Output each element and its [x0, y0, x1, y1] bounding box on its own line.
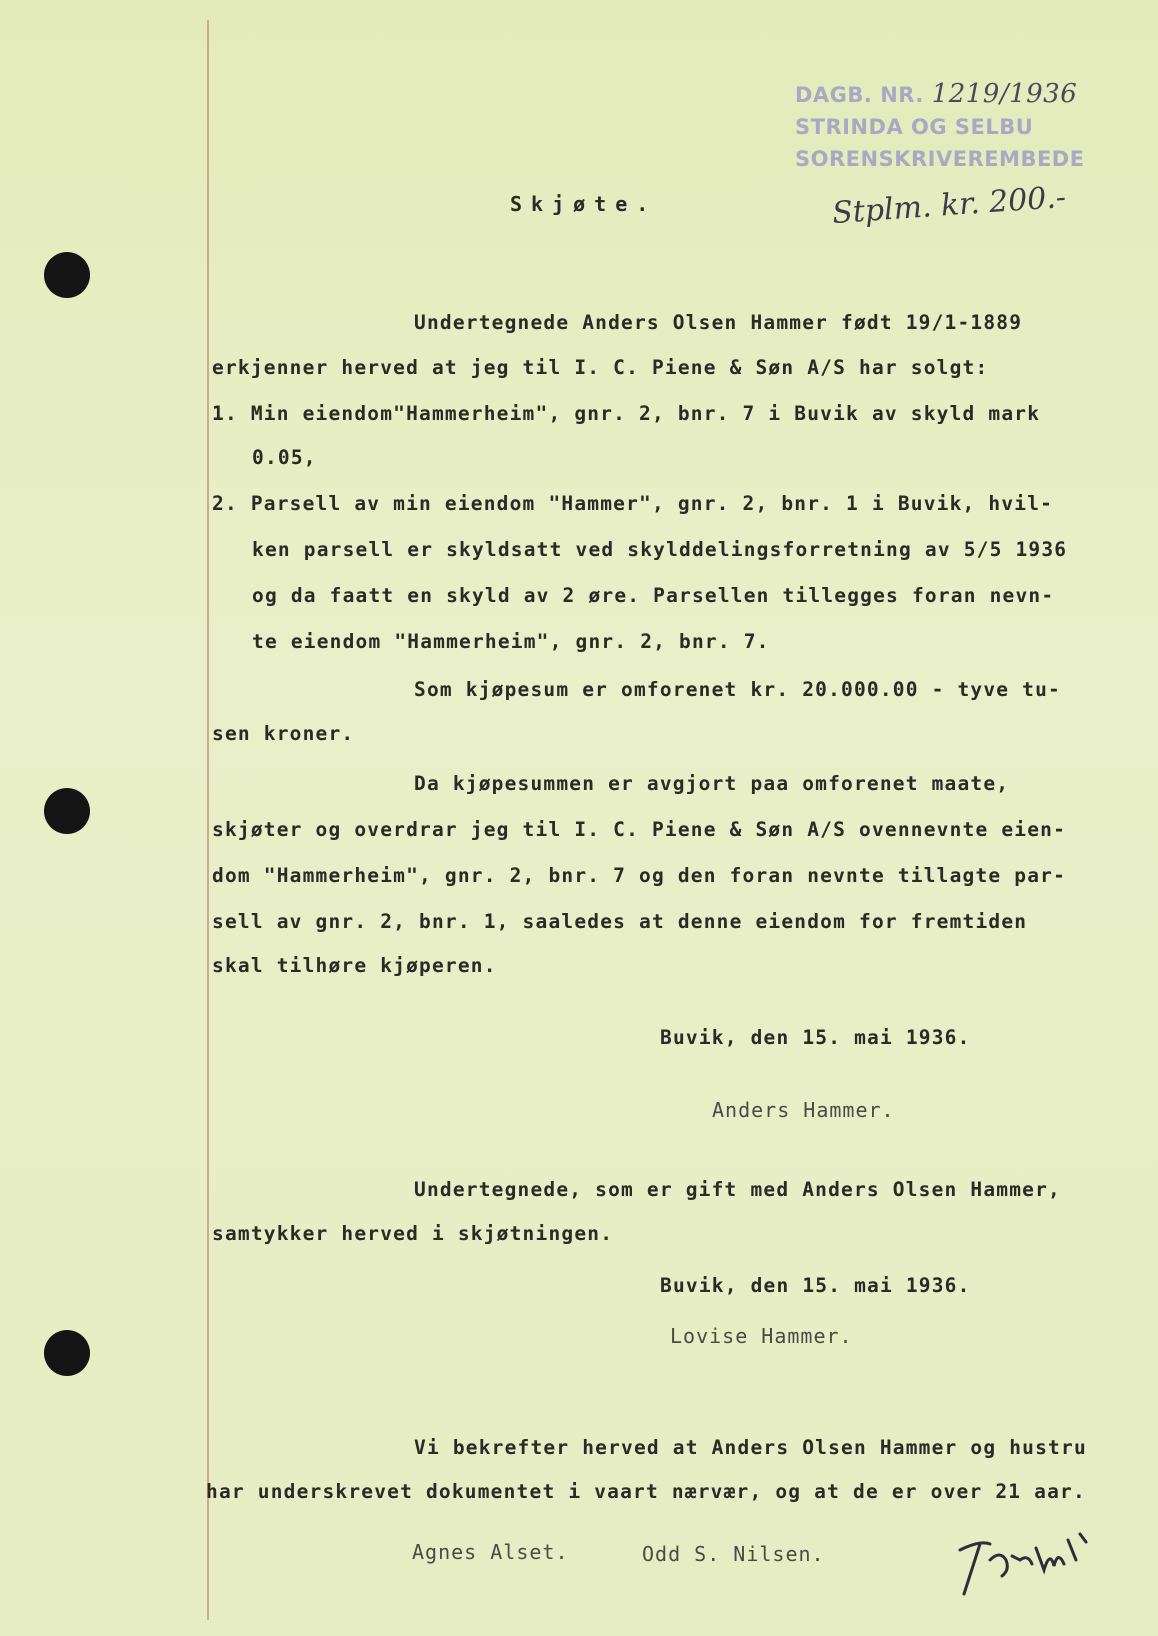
punch-hole — [44, 252, 90, 298]
place-date: Buvik, den 15. mai 1936. — [660, 1274, 971, 1297]
body-line: 0.05, — [252, 446, 317, 469]
body-line: te eiendom "Hammerheim", gnr. 2, bnr. 7. — [252, 630, 770, 653]
witness-signature-odd: Odd S. Nilsen. — [642, 1542, 825, 1566]
body-line: dom "Hammerheim", gnr. 2, bnr. 7 og den foran nevnte tillagte par- — [212, 864, 1067, 887]
witness-signature-agnes: Agnes Alset. — [412, 1540, 569, 1564]
body-line: sen kroner. — [212, 722, 355, 745]
margin-rule — [207, 20, 209, 1620]
document-title: Skjøte. — [510, 192, 658, 216]
stamp-court-name: STRINDA OG SELBU — [795, 115, 1034, 139]
body-line: Da kjøpesummen er avgjort paa omforenet maate, — [414, 772, 1010, 795]
body-line: Undertegnede Anders Olsen Hammer født 19/1-1889 — [414, 311, 1023, 334]
registry-stamp — [795, 78, 1085, 175]
place-date: Buvik, den 15. mai 1936. — [660, 1026, 971, 1049]
stamp-dagb-label: DAGB. NR. — [795, 83, 924, 107]
body-line: 1. Min eiendom"Hammerheim", gnr. 2, bnr. 7 i Buvik av skyld mark — [212, 402, 1041, 425]
body-line: og da faatt en skyld av 2 øre. Parsellen tillegges foran nevn- — [252, 584, 1055, 607]
consent-line: samtykker herved i skjøtningen. — [212, 1222, 614, 1245]
stamp-fee-note: Stplm. kr. 200.- — [831, 179, 1068, 232]
witness-statement-line: Vi bekrefter herved at Anders Olsen Hammer og hustru — [414, 1436, 1087, 1459]
stamp-dagb-number: 1219 — [931, 79, 1000, 109]
signature-lovise: Lovise Hammer. — [670, 1324, 853, 1348]
witness-statement-line: har underskrevet dokumentet i vaart nærvær, og at de er over 21 aar. — [206, 1480, 1086, 1503]
consent-line: Undertegnede, som er gift med Anders Olsen Hammer, — [414, 1178, 1061, 1201]
punch-hole — [44, 788, 90, 834]
body-line: ken parsell er skyldsatt ved skylddelingsforretning av 5/5 1936 — [252, 538, 1068, 561]
body-line: 2. Parsell av min eiendom "Hammer", gnr. 2, bnr. 1 i Buvik, hvil- — [212, 492, 1054, 515]
stamp-office-name: SORENSKRIVEREMBEDE — [795, 147, 1085, 171]
body-line: skjøter og overdrar jeg til I. C. Piene & Søn A/S ovennevnte eien- — [212, 818, 1067, 841]
body-line: skal tilhøre kjøperen. — [212, 954, 497, 977]
punch-hole — [44, 1330, 90, 1376]
stamp-dagb-year: /1936 — [999, 79, 1078, 109]
body-line: erkjenner herved at jeg til I. C. Piene & Søn A/S har solgt: — [212, 356, 989, 379]
handwritten-initials — [950, 1520, 1110, 1600]
body-line: sell av gnr. 2, bnr. 1, saaledes at denne eiendom for fremtiden — [212, 910, 1028, 933]
signature-anders: Anders Hammer. — [712, 1098, 895, 1122]
body-line: Som kjøpesum er omforenet kr. 20.000.00 - tyve tu- — [414, 678, 1061, 701]
